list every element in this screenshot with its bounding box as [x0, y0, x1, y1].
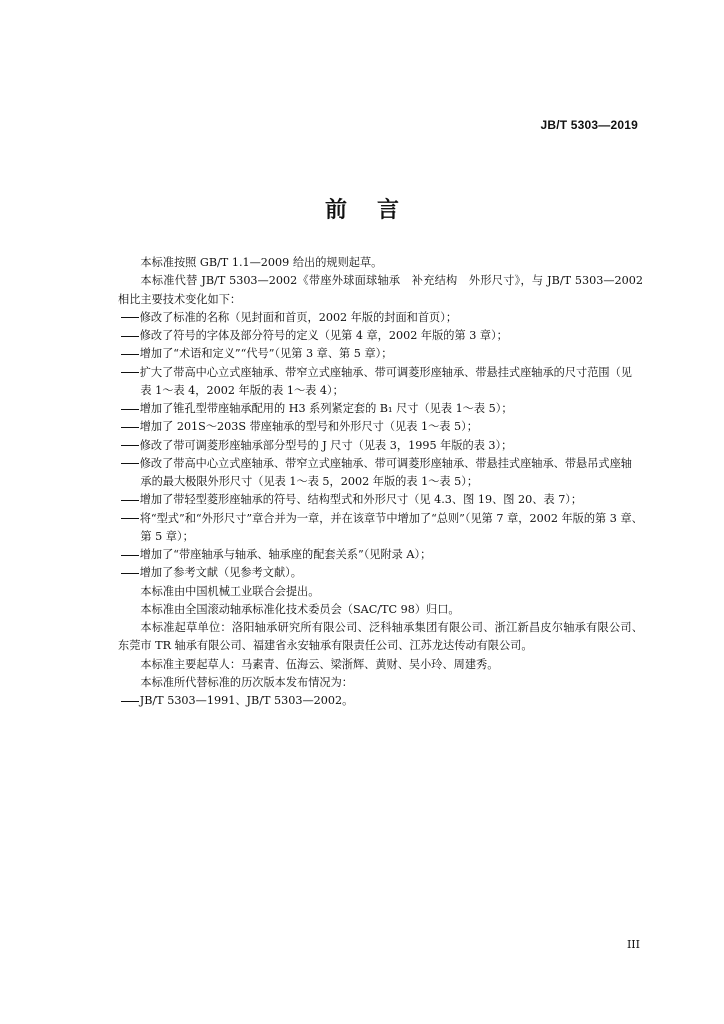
change-item-text: 增加了“术语和定义”“代号”（见第 3 章、第 5 章）；: [139, 347, 393, 361]
dash-mark: [121, 427, 139, 428]
page-number: III: [626, 938, 640, 951]
change-item: [118, 309, 643, 327]
paragraph-history-intro: 本标准所代替标准的历次版本发布情况为：: [140, 675, 353, 689]
change-item-text: 增加了参考文献（见参考文献）。: [139, 566, 302, 580]
history-text: JB/T 5303—1991、JB/T 5303—2002。: [139, 694, 354, 707]
change-item-text: 修改了标准的名称（见封面和首页，2002 年版的封面和首页）；: [139, 310, 458, 324]
change-item: [118, 437, 643, 455]
paragraph-drafting-rules: 本标准按照 GB/T 1.1—2009 给出的规则起草。: [140, 256, 383, 269]
change-item-text: 修改了带高中心立式座轴承、带窄立式座轴承、带可调菱形座轴承、带悬挂式座轴承、带悬吊式座轴承的最大极限外形尺寸（见表 1～表 5，2002 年版的表 1～表 5）；: [139, 456, 632, 488]
dash-mark: [121, 445, 139, 446]
paragraph-proposer: 本标准由中国机械工业联合会提出。: [140, 584, 320, 598]
change-item-text: 修改了带可调菱形座轴承部分型号的 J 尺寸（见表 3，1995 年版的表 3）；: [139, 438, 513, 452]
page-title: 前言: [324, 198, 429, 223]
dash-mark: [121, 500, 139, 501]
dash-mark: [121, 317, 139, 318]
change-item: [118, 418, 643, 436]
paragraph-drafting-units: 本标准起草单位：洛阳轴承研究所有限公司、泛科轴承集团有限公司、浙江新昌皮尔轴承有限公司、东莞市 TR 轴承有限公司、福建省永安轴承有限责任公司、江苏龙达传动有限公司。: [118, 621, 643, 653]
history-item: [118, 692, 643, 710]
dash-mark: [121, 354, 139, 355]
paragraph-drafters: 本标准主要起草人：马素青、伍海云、梁浙辉、黄财、吴小玲、周建秀。: [140, 657, 499, 671]
dash-mark: [121, 555, 139, 556]
dash-mark: [121, 701, 139, 702]
change-item-text: 增加了锥孔型带座轴承配用的 H3 系列紧定套的 B₁ 尺寸（见表 1～表 5）；: [139, 402, 513, 415]
dash-mark: [121, 463, 139, 464]
change-item: [118, 510, 643, 547]
change-item-text: 将“型式”和“外形尺寸”章合并为一章，并在该章节中增加了“总则”（见第 7 章，2002 年版的第 3 章、第 5 章）；: [139, 511, 643, 543]
change-item: [118, 564, 643, 582]
standard-code: JB/T 5303—2019: [540, 118, 638, 132]
dash-mark: [121, 336, 139, 337]
dash-mark: [121, 518, 139, 519]
dash-mark: [121, 372, 139, 373]
change-item-text: 增加了 201S～203S 带座轴承的型号和外形尺寸（见表 1～表 5）；: [139, 420, 478, 434]
change-item: [118, 400, 643, 418]
change-item-text: 修改了符号的字体及部分符号的定义（见第 4 章，2002 年版的第 3 章）；: [139, 329, 508, 342]
paragraph-replacement: 本标准代替 JB/T 5303—2002《带座外球面球轴承 补充结构 外形尺寸》，与 JB/T 5303—2002 相比主要技术变化如下：: [118, 274, 643, 306]
dash-mark: [121, 573, 139, 574]
dash-mark: [121, 409, 139, 410]
change-item: [118, 327, 643, 345]
change-item-text: 增加了“带座轴承与轴承、轴承座的配套关系”（见附录 A）；: [139, 548, 432, 561]
change-item-text: 增加了带轻型菱形座轴承的符号、结构型式和外形尺寸（见 4.3、图 19、图 20、表 7）；: [139, 493, 583, 507]
change-item: [118, 345, 643, 363]
change-item: [118, 546, 643, 564]
foreword-body: [118, 254, 643, 710]
change-item: [118, 455, 643, 492]
change-item: [118, 364, 643, 401]
change-item: [118, 491, 643, 509]
change-item-text: 扩大了带高中心立式座轴承、带窄立式座轴承、带可调菱形座轴承、带悬挂式座轴承的尺寸范围（见表 1～表 4，2002 年版的表 1～表 4）；: [139, 365, 632, 397]
paragraph-committee: 本标准由全国滚动轴承标准化技术委员会（SAC/TC 98）归口。: [140, 602, 460, 616]
